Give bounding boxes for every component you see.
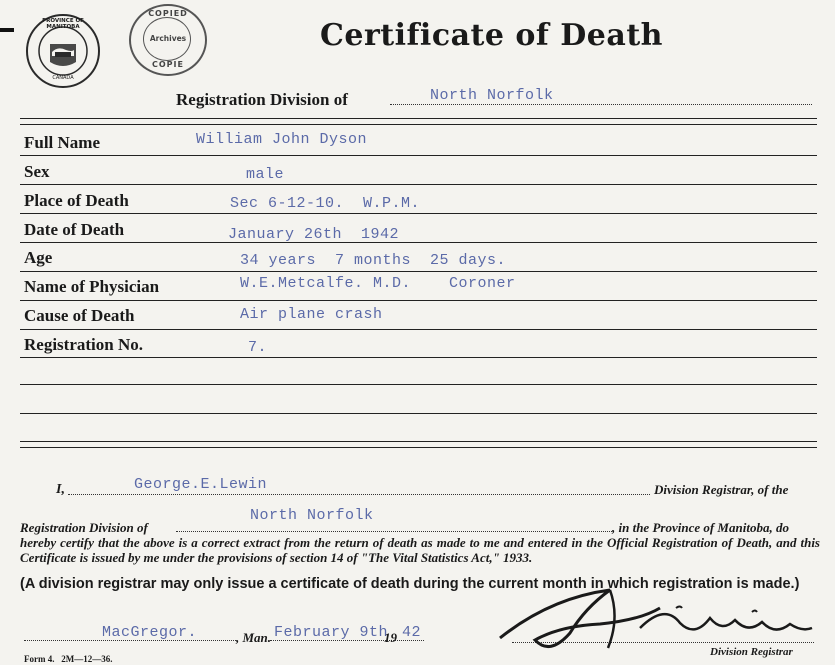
field-label-registration-no: Registration No. bbox=[24, 335, 143, 354]
row-rule bbox=[20, 271, 817, 272]
seal-text-top: PROVINCE OF MANITOBA bbox=[42, 18, 84, 30]
registrar-note: (A division registrar may only issue a certificate of death during the current month in which registration is made.) bbox=[20, 576, 800, 592]
year-prefix: 19 bbox=[384, 630, 397, 645]
row-rule bbox=[20, 357, 817, 358]
form-code: Form 4. 2M—12—36. bbox=[24, 654, 113, 664]
seal-text-bottom: CANADA bbox=[52, 75, 74, 81]
empty-row-rule bbox=[20, 413, 817, 414]
row-rule bbox=[20, 329, 817, 330]
place-value: MacGregor. bbox=[102, 624, 198, 641]
registrar-name: George.E.Lewin bbox=[134, 476, 268, 493]
field-label-physician: Name of Physician bbox=[24, 277, 160, 296]
field-value-age: 34 years 7 months 25 days. bbox=[240, 252, 507, 269]
certify-paragraph: hereby certify that the above is a correct extract from the return of death as made to me and entered in the Official Registration of Death, and this Certificate is issued by me under the provisions of section 14 of "The Vital Statistics Act," 1933. bbox=[20, 535, 820, 565]
archives-text-top: COPIED bbox=[148, 9, 188, 18]
registrar-suffix: Division Registrar, of the bbox=[654, 482, 789, 497]
place-suffix: , Man. bbox=[236, 630, 272, 645]
field-value-date-of-death: January 26th 1942 bbox=[228, 226, 400, 243]
registrar-division-line bbox=[176, 531, 612, 532]
field-label-age: Age bbox=[24, 248, 53, 267]
document-title: Certificate of Death bbox=[320, 18, 663, 53]
field-value-cause-of-death: Air plane crash bbox=[240, 306, 383, 323]
field-label-place-of-death: Place of Death bbox=[24, 191, 129, 210]
date-value: February 9th bbox=[274, 624, 389, 641]
row-rule bbox=[20, 155, 817, 156]
registration-division-line bbox=[390, 104, 812, 105]
archives-stamp-icon bbox=[129, 4, 207, 76]
field-label-sex: Sex bbox=[24, 162, 50, 181]
archives-text-bottom: COPIE bbox=[152, 60, 184, 69]
field-label-cause-of-death: Cause of Death bbox=[24, 306, 135, 325]
registrar-province-text: , in the Province of Manitoba, do bbox=[612, 520, 789, 535]
field-value-place-of-death: Sec 6-12-10. W.P.M. bbox=[230, 195, 421, 212]
registrar-prefix: I, bbox=[56, 482, 65, 497]
field-label-date-of-death: Date of Death bbox=[24, 220, 125, 239]
registration-division-value: North Norfolk bbox=[430, 87, 554, 104]
empty-row-rule bbox=[20, 384, 817, 385]
signature-label: Division Registrar bbox=[710, 646, 793, 658]
row-rule bbox=[20, 213, 817, 214]
row-rule bbox=[20, 242, 817, 243]
bottom-rule-2 bbox=[20, 447, 817, 448]
field-value-full-name: William John Dyson bbox=[196, 131, 368, 148]
bottom-rule bbox=[20, 441, 817, 442]
registrar-division-value: North Norfolk bbox=[250, 507, 374, 524]
manitoba-seal-icon bbox=[26, 14, 100, 88]
top-rule bbox=[20, 118, 817, 119]
registrar-name-line bbox=[68, 494, 650, 495]
field-label-full-name: Full Name bbox=[24, 133, 101, 152]
top-rule-2 bbox=[20, 124, 817, 125]
registration-division-label: Registration Division of bbox=[176, 90, 348, 109]
archives-text-middle: Archives bbox=[149, 34, 187, 43]
edge-mark bbox=[0, 28, 14, 32]
field-value-physician: W.E.Metcalfe. M.D. Coroner bbox=[240, 275, 516, 292]
field-value-sex: male bbox=[246, 166, 285, 183]
row-rule bbox=[20, 300, 817, 301]
year-value: 42 bbox=[402, 624, 422, 641]
field-value-registration-no: 7. bbox=[248, 339, 268, 356]
registrar-division-label: Registration Division of bbox=[20, 520, 148, 535]
row-rule bbox=[20, 184, 817, 185]
